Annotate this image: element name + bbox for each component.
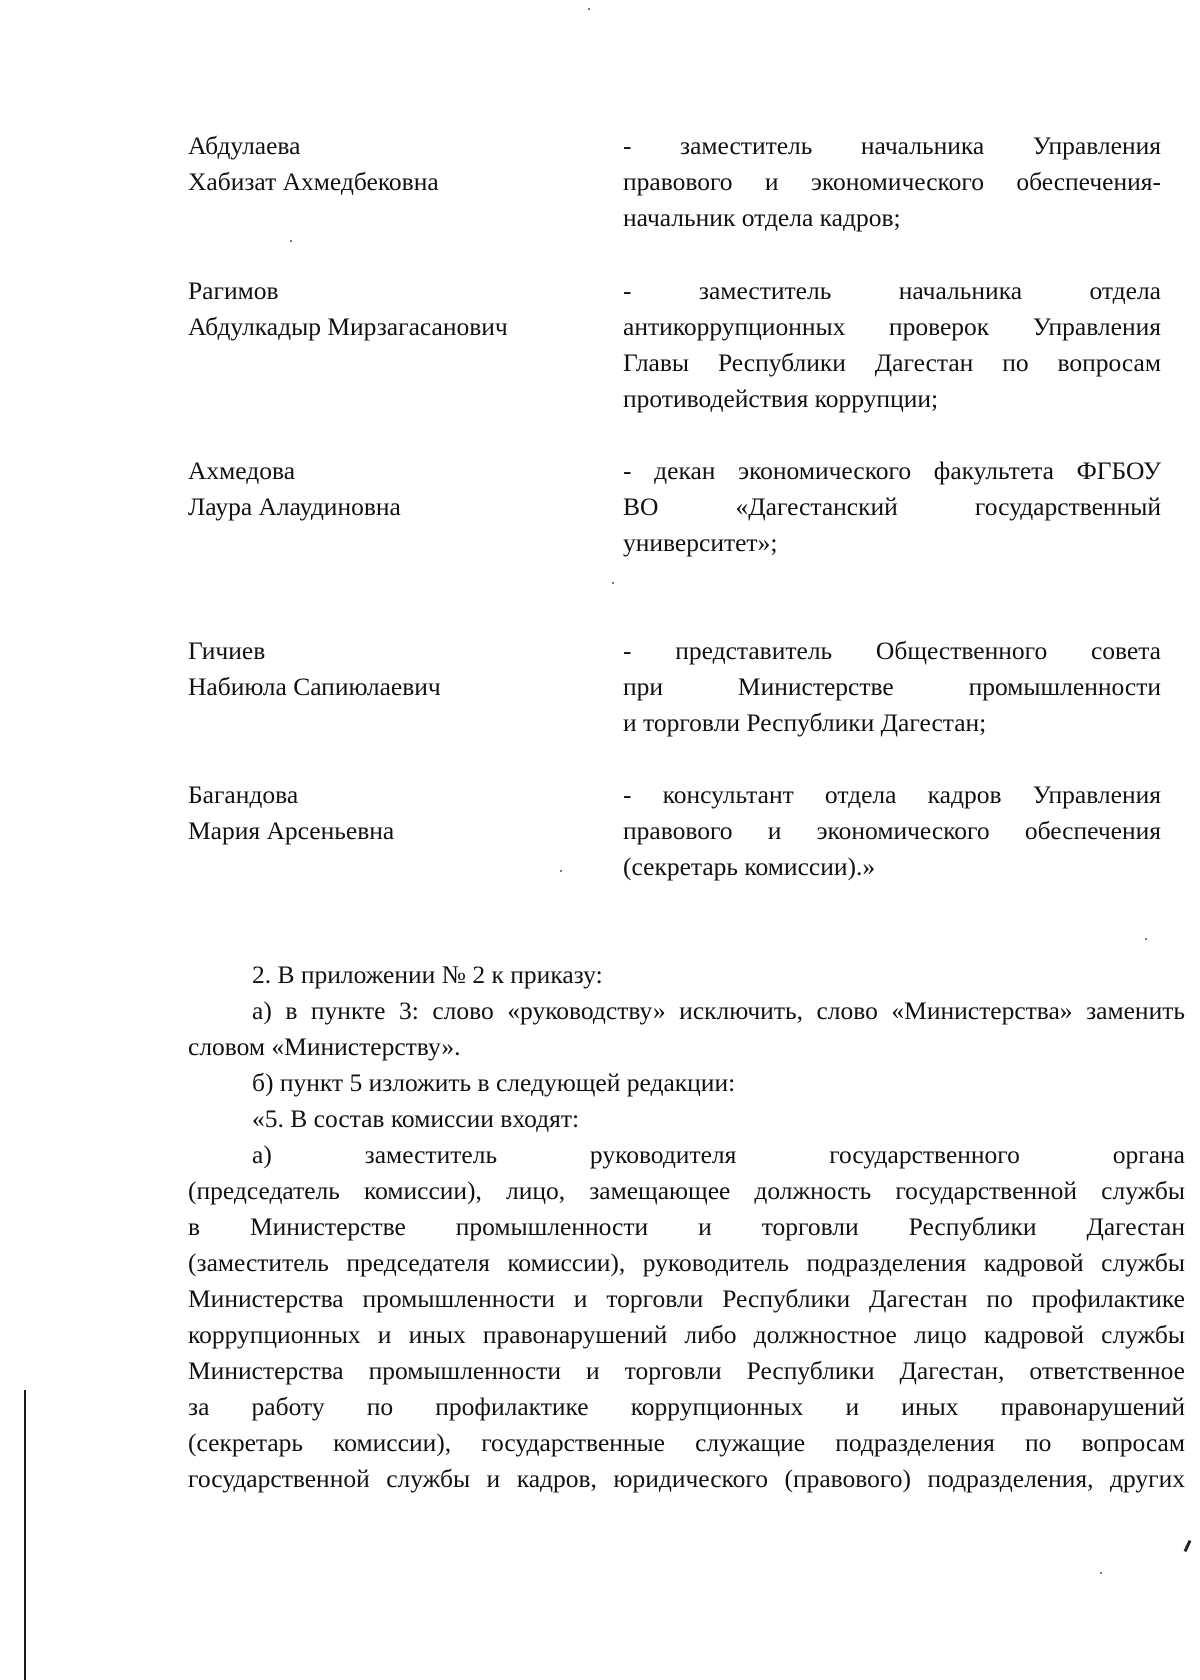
paragraph-line: словом «Министерству». (188, 1032, 461, 1061)
member-name (188, 633, 608, 705)
amendment-text (188, 957, 1185, 1497)
member-given-names: Мария Арсеньевна (188, 816, 395, 845)
position-line: ВО «Дагестанский государственный (623, 492, 1161, 521)
scan-speck (612, 582, 614, 584)
member-surname: Багандова (188, 780, 299, 809)
paragraph-line: (заместитель председателя комиссии), руководитель подразделения кадровой службы (188, 1248, 1185, 1277)
member-given-names: Набиюла Сапиюлаевич (188, 672, 441, 701)
scan-speck (1100, 1572, 1102, 1574)
member-given-names: Хабизат Ахмедбековна (188, 167, 439, 196)
paragraph-line: 2. В приложении № 2 к приказу: (252, 960, 603, 989)
paragraph-line: коррупционных и иных правонарушений либо должностное лицо кадровой службы (188, 1320, 1185, 1349)
scan-tick-mark (1184, 1540, 1192, 1552)
paragraph-line: Министерства промышленности и торговли Республики Дагестан по профилактике (188, 1284, 1185, 1313)
paragraph-line: б) пункт 5 изложить в следующей редакции: (252, 1068, 736, 1097)
scan-speck (290, 240, 292, 242)
paragraph-line: в Министерстве промышленности и торговли Республики Дагестан (188, 1212, 1185, 1241)
member-surname: Абдулаева (188, 131, 301, 160)
paragraph-line: а) в пункте 3: слово «руководству» исключить, слово «Министерства» заменить (252, 996, 1185, 1025)
position-line: университет»; (623, 528, 778, 557)
scan-speck (588, 8, 590, 10)
member-name (188, 128, 608, 200)
member-position (623, 128, 1161, 236)
position-line: - консультант отдела кадров Управления (623, 780, 1161, 809)
position-line: - заместитель начальника отдела (623, 276, 1161, 305)
paragraph-line: государственной службы и кадров, юридического (правового) подразделения, других (188, 1464, 1185, 1493)
member-position (623, 273, 1161, 417)
member-given-names: Абдулкадыр Мирзагасанович (188, 312, 508, 341)
scan-margin-line (24, 1390, 26, 1680)
position-line: - декан экономического факультета ФГБОУ (623, 456, 1161, 485)
scan-speck (1145, 938, 1147, 940)
scan-speck (560, 870, 562, 872)
position-line: и торговли Республики Дагестан; (623, 708, 987, 737)
member-name (188, 777, 608, 849)
paragraph-line: «5. В состав комиссии входят: (252, 1104, 580, 1133)
member-name (188, 453, 608, 525)
member-given-names: Лаура Алаудиновна (188, 492, 401, 521)
position-line: - заместитель начальника Управления (623, 131, 1161, 160)
member-position (623, 453, 1161, 561)
paragraph-line: (председатель комиссии), лицо, замещающее должность государственной службы (188, 1176, 1185, 1205)
paragraph-line: а) заместитель руководителя государственного органа (252, 1140, 1185, 1169)
position-line: (секретарь комиссии).» (623, 852, 876, 881)
paragraph-line: за работу по профилактике коррупционных и иных правонарушений (188, 1392, 1185, 1421)
paragraph-line: Министерства промышленности и торговли Республики Дагестан, ответственное (188, 1356, 1185, 1385)
position-line: Главы Республики Дагестан по вопросам (623, 348, 1161, 377)
position-line: начальник отдела кадров; (623, 203, 901, 232)
position-line: правового и экономического обеспечения- (623, 167, 1161, 196)
position-line: правового и экономического обеспечения (623, 816, 1161, 845)
member-surname: Гичиев (188, 636, 266, 665)
position-line: антикоррупционных проверок Управления (623, 312, 1161, 341)
member-surname: Рагимов (188, 276, 279, 305)
member-position (623, 633, 1161, 741)
position-line: - представитель Общественного совета (623, 636, 1161, 665)
position-line: противодействия коррупции; (623, 384, 939, 413)
position-line: при Министерстве промышленности (623, 672, 1161, 701)
paragraph-line: (секретарь комиссии), государственные служащие подразделения по вопросам (188, 1428, 1185, 1457)
member-name (188, 273, 608, 345)
member-position (623, 777, 1161, 885)
member-surname: Ахмедова (188, 456, 296, 485)
